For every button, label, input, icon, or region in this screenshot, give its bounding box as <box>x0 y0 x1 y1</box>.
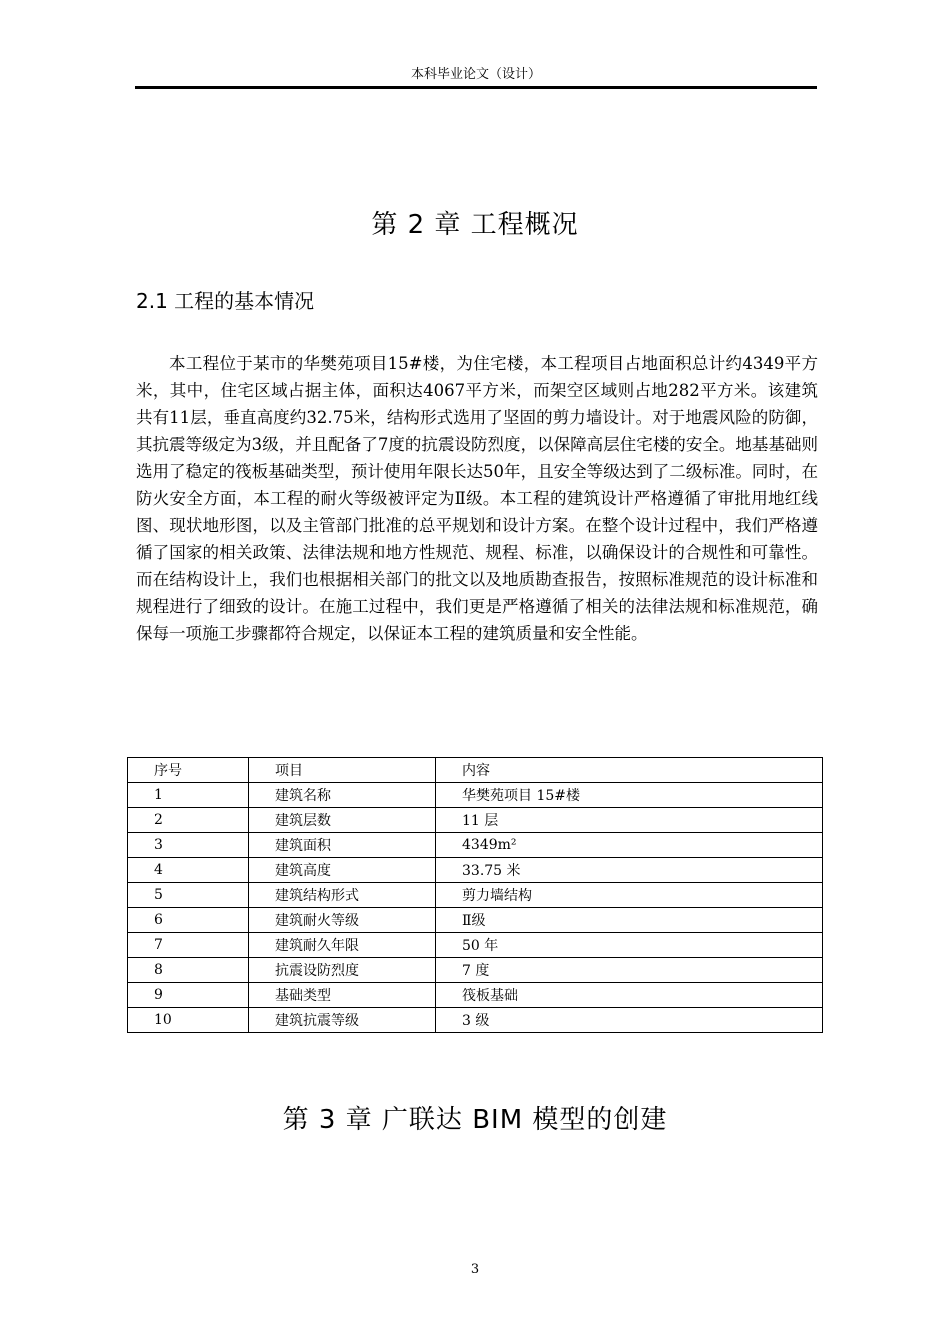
page-number: 3 <box>470 1262 480 1277</box>
body-paragraph: 本工程位于某市的华樊苑项目15#楼，为住宅楼，本工程项目占地面积总计约4349平方米，其中，住宅区域占据主体，面积达4067平方米，而架空区域则占地282平方米。该建筑共有11层，垂直高度约32.75米，结构形式选用了坚固的剪力墙设计。对于地震风险的防御，其抗震等级定为3级，并且配备了7度的抗震设防烈度，以保障高层住宅楼的安全。地基基础则选用了稳定的筏板基础类型，预计使用年限长达50年，且安全等级达到了二级标准。同时，在防火安全方面，本工程的耐火等级被评定为Ⅱ级。本工程的建筑设计严格遵循了审批用地红线图、现状地形图，以及主管部门批准的总平规划和设计方案。在整个设计过程中，我们严格遵循了国家的相关政策、法律法规和地方性规范、规程、标准，以确保设计的合规性和可靠性。而在结构设计上，我们也根据相关部门的批文以及地质勘查报告，按照标准规范的设计标准和规程进行了细致的设计。在施工过程中，我们更是严格遵循了相关的法律法规和标准规范，确保每一项施工步骤都符合规定，以保证本工程的建筑质量和安全性能。 <box>136 354 818 643</box>
row-item: 建筑耐久年限 <box>249 933 436 958</box>
row-content: 33.75 米 <box>436 858 823 883</box>
row-index: 3 <box>128 833 249 858</box>
row-index: 10 <box>128 1008 249 1033</box>
project-info-table <box>127 757 823 1033</box>
table-row <box>128 1008 823 1033</box>
header-cell-index: 序号 <box>128 758 249 783</box>
row-content: 4349m² <box>436 833 823 858</box>
row-index: 4 <box>128 858 249 883</box>
header-cell-item: 项目 <box>249 758 436 783</box>
chapter-2-title: 第 2 章 工程概况 <box>371 210 579 240</box>
row-index: 6 <box>128 908 249 933</box>
row-item: 建筑层数 <box>249 808 436 833</box>
table-row <box>128 958 823 983</box>
table-row <box>128 908 823 933</box>
row-index: 2 <box>128 808 249 833</box>
row-item: 建筑耐火等级 <box>249 908 436 933</box>
row-item: 建筑面积 <box>249 833 436 858</box>
header-rule <box>135 86 817 89</box>
row-index: 1 <box>128 783 249 808</box>
row-content: 华樊苑项目 15#楼 <box>436 783 823 808</box>
page-header: 本科毕业论文（设计） <box>410 67 541 82</box>
row-item: 建筑抗震等级 <box>249 1008 436 1033</box>
row-content: 筏板基础 <box>436 983 823 1008</box>
table-row <box>128 883 823 908</box>
row-item: 抗震设防烈度 <box>249 958 436 983</box>
row-item: 基础类型 <box>249 983 436 1008</box>
row-content: 剪力墙结构 <box>436 883 823 908</box>
row-content: 50 年 <box>436 933 823 958</box>
table-row <box>128 783 823 808</box>
table-row <box>128 858 823 883</box>
row-index: 9 <box>128 983 249 1008</box>
row-item: 建筑结构形式 <box>249 883 436 908</box>
row-index: 8 <box>128 958 249 983</box>
row-content: 3 级 <box>436 1008 823 1033</box>
row-item: 建筑名称 <box>249 783 436 808</box>
table-header-row <box>128 758 823 783</box>
row-item: 建筑高度 <box>249 858 436 883</box>
row-index: 5 <box>128 883 249 908</box>
table-row <box>128 808 823 833</box>
section-2-1-title: 2.1 工程的基本情况 <box>136 289 315 313</box>
table-row <box>128 933 823 958</box>
header-cell-content: 内容 <box>436 758 823 783</box>
row-content: 7 度 <box>436 958 823 983</box>
row-content: Ⅱ级 <box>436 908 823 933</box>
row-index: 7 <box>128 933 249 958</box>
chapter-3-title: 第 3 章 广联达 BIM 模型的创建 <box>282 1105 668 1135</box>
table-row <box>128 983 823 1008</box>
row-content: 11 层 <box>436 808 823 833</box>
table-row <box>128 833 823 858</box>
